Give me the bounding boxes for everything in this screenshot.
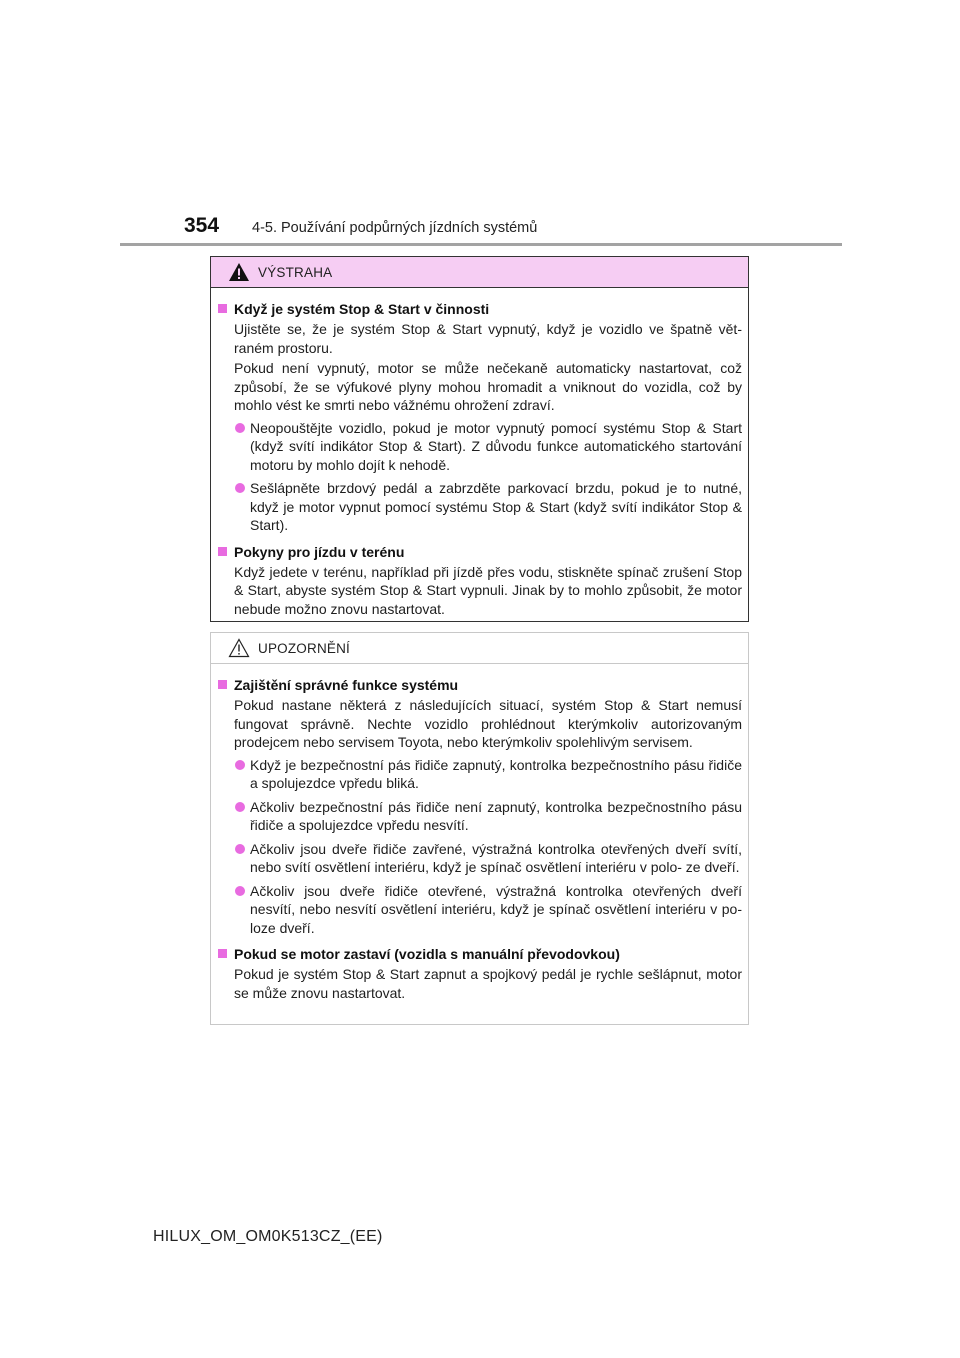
caution-item [218, 945, 742, 1002]
circle-bullet-icon [235, 483, 245, 493]
caution-bullet-text: Ačkoliv bezpečnostní pás řidiče není zapnutý, kontrolka bezpečnostního pásu řidiče a spolujezdce vpředu nesvítí. [250, 798, 742, 833]
caution-box-header [211, 633, 748, 664]
warning-paragraph: Když jedete v terénu, například při jízdě přes vodu, stiskněte spínač zrušení Stop & Start, abyste systém Stop & Start vypnuli. Jinak by to mohlo způsobit, že motor nebude možno znovu nastartovat. [234, 563, 742, 617]
caution-paragraph: Pokud je systém Stop & Start zapnut a spojkový pedál je rychle sešlápnut, motor se může znovu nastartovat. [234, 966, 742, 1001]
caution-triangle-icon [228, 638, 250, 658]
caution-bullet [234, 756, 742, 793]
warning-bullet [234, 479, 742, 535]
square-bullet-icon [218, 680, 227, 689]
warning-item [218, 300, 742, 535]
square-bullet-icon [218, 949, 227, 958]
warning-item-title: Když je systém Stop & Start v činnosti [234, 301, 490, 317]
caution-item-title: Pokud se motor zastaví (vozidla s manuální převodovkou) [234, 946, 620, 962]
warning-item [218, 543, 742, 619]
caution-bullet-text: Když je bezpečnostní pás řidiče zapnutý, kontrolka bezpečnostního pásu řidiče a spolujezdce vpředu bliká. [250, 756, 742, 791]
circle-bullet-icon [235, 802, 245, 812]
caution-bullet-text: Ačkoliv jsou dveře řidiče otevřené, výstražná kontrolka otevřených dveří nesvítí, nebo nesvítí osvětlení interiéru, když je spínač osvětlení interiéru v po- loze dveří. [250, 882, 742, 936]
warning-box-header [211, 257, 748, 288]
section-title: 4-5. Používání podpůrných jízdních systémů [252, 220, 538, 236]
caution-item [218, 676, 742, 937]
circle-bullet-icon [235, 760, 245, 770]
warning-bullet [234, 419, 742, 475]
caution-item-title: Zajištění správné funkce systému [234, 677, 459, 693]
warning-box-title: VÝSTRAHA [258, 265, 333, 280]
warning-triangle-icon [228, 262, 250, 282]
caution-bullet [234, 882, 742, 938]
warning-box-body [211, 288, 748, 618]
caution-box-title: UPOZORNĚNÍ [258, 641, 351, 656]
caution-paragraph: Pokud nastane některá z následujících situací, systém Stop & Start nemusí fungovat správně. Nechte vozidlo prohlédnout kterýmkoliv autorizovaným prodejcem nebo servisem Toyota, nebo kterýmkoliv spolehlivým servisem. [234, 697, 742, 750]
warning-paragraph: Pokud není vypnutý, motor se může nečekaně automaticky nastartovat, což způsobí, že se výfukové plyny mohou hromadit a vniknout do vozidla, což by mohlo vést ke smrti nebo vážnému ohrožení zdraví. [234, 360, 742, 413]
circle-bullet-icon [235, 423, 245, 433]
warning-bullet-text: Sešlápněte brzdový pedál a zabrzděte parkovací brzdu, pokud je to nutné, když je motor vypnut pomocí systému Stop & Start (když svítí indikátor Stop & Start). [250, 480, 742, 533]
circle-bullet-icon [235, 844, 245, 854]
caution-bullet [234, 798, 742, 835]
caution-box-body [211, 664, 748, 1002]
square-bullet-icon [218, 304, 227, 313]
header-rule [120, 243, 842, 246]
page-number: 354 [184, 214, 220, 237]
warning-bullet-text: Neopouštějte vozidlo, pokud je motor vypnutý pomocí systému Stop & Start (když svítí indikátor Stop & Start). Z důvodu funkce automatického startování motoru by mohlo dojít k nehodě. [250, 419, 742, 473]
warning-item-title: Pokyny pro jízdu v terénu [234, 543, 405, 560]
square-bullet-icon [218, 547, 227, 556]
warning-box [210, 256, 749, 622]
caution-bullet [234, 840, 742, 877]
caution-box [210, 632, 749, 1025]
circle-bullet-icon [235, 886, 245, 896]
caution-bullet-text: Ačkoliv jsou dveře řidiče zavřené, výstražná kontrolka otevřených dveří svítí, nebo svítí osvětlení interiéru, když je spínač osvětlení interiéru v polo- ze dveří. [250, 840, 742, 875]
warning-paragraph: Ujistěte se, že je systém Stop & Start vypnutý, když je vozidlo ve špatně vět- raném prostoru. [234, 321, 742, 356]
footer-doc-code: HILUX_OM_OM0K513CZ_(EE) [153, 1228, 383, 1245]
